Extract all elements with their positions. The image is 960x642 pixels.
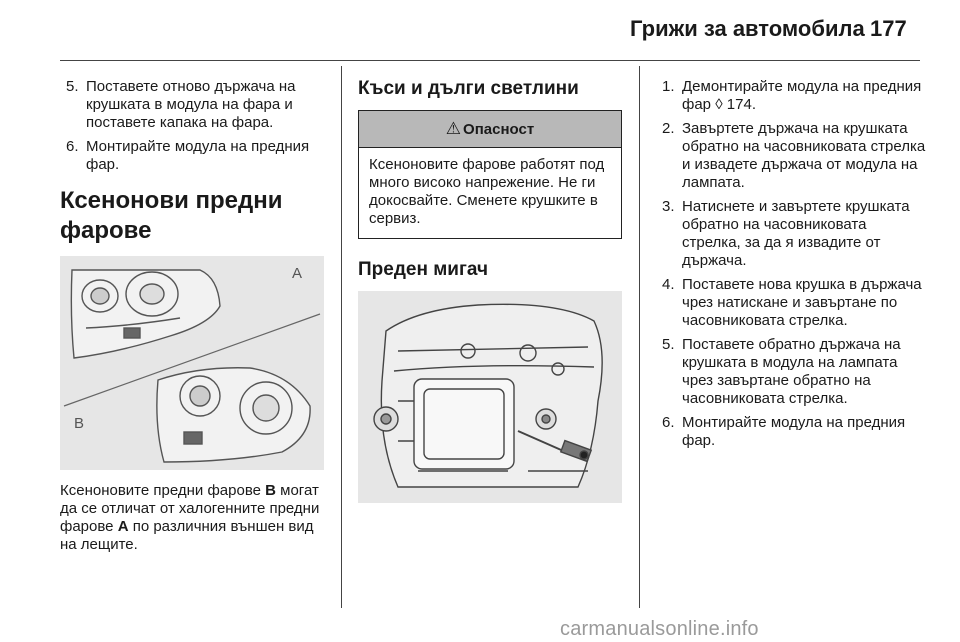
danger-title: Опасност — [463, 120, 535, 138]
caption-text: могат да се отличат от халогенните предни фарове — [60, 482, 320, 535]
headlight-illustration — [60, 256, 324, 470]
step-text: Натиснете и завъртете крушката обратно на часовниковата стрелка, за да я извадите от държача. — [682, 198, 910, 269]
step-item — [656, 198, 926, 270]
watermark: carmanualsonline.info — [560, 618, 759, 640]
step-item — [656, 336, 926, 408]
turn-signal-figure — [358, 291, 622, 503]
step-number: 1. — [662, 78, 675, 95]
step-text: Монтирайте модула на предния фар. — [86, 138, 310, 173]
danger-box — [358, 110, 622, 239]
caption-text: по различния външен вид на лещите. — [60, 518, 314, 553]
page-reference-icon: ◊ — [715, 96, 723, 113]
header-rule — [60, 60, 920, 61]
page-header — [0, 0, 960, 62]
figure-caption — [60, 482, 325, 554]
turn-signal-steps — [656, 78, 926, 450]
step-text: Поставете обратно държача на крушката в модула на лампата чрез завъртане обратно на часовниковата стрелка. — [682, 336, 901, 407]
label-a: A — [292, 265, 303, 282]
warning-triangle-icon: ⚠ — [445, 119, 462, 138]
step-item — [60, 138, 325, 174]
step-number: 6. — [66, 138, 79, 155]
step-text: Поставете отново държача на крушката в модула на фара и поставете капака на фара. — [86, 78, 296, 131]
caption-text: Ксеноновите предни фарове — [60, 482, 266, 499]
headlight-comparison-figure — [60, 256, 324, 470]
step-item — [60, 78, 325, 132]
label-b: B — [74, 415, 85, 432]
section-heading-low-high-beam: Къси и дълги светлини — [358, 78, 579, 99]
step-item — [656, 414, 926, 450]
step-text: Монтирайте модула на предния фар. — [682, 414, 906, 449]
step-number: 2. — [662, 120, 675, 137]
column-divider-2 — [639, 66, 640, 608]
step-number: 6. — [662, 414, 675, 431]
step-number: 5. — [66, 78, 79, 95]
danger-body: Ксеноновите фарове работят под много високо напрежение. Не ги докосвайте. Сменете крушките в сервиз. — [369, 156, 605, 227]
page-reference-link[interactable]: 174. — [726, 96, 756, 113]
section-heading-xenon: Ксенонови предни фарове — [60, 187, 283, 244]
danger-header — [359, 111, 621, 148]
step-item — [656, 78, 926, 114]
column-middle — [358, 78, 623, 503]
column-divider-1 — [341, 66, 342, 608]
caption-bold-b: B — [265, 482, 276, 499]
step-number: 5. — [662, 336, 675, 353]
step-text: Демонтирайте модула на предния фар — [682, 78, 922, 113]
steps-list-continued — [60, 78, 325, 174]
caption-bold-a: A — [117, 518, 129, 535]
turn-signal-illustration — [358, 291, 622, 503]
step-item — [656, 120, 926, 192]
step-number: 4. — [662, 276, 675, 293]
page-title: Грижи за автомобила — [630, 16, 865, 41]
column-left — [60, 78, 325, 554]
page-number: 177 — [870, 16, 907, 41]
step-text: Поставете нова крушка в държача чрез натискане и завъртане по часовниковата стрелка. — [682, 276, 922, 329]
step-number: 3. — [662, 198, 675, 215]
column-right — [656, 78, 926, 456]
section-heading-front-turn-signal: Преден мигач — [358, 259, 488, 280]
step-item — [656, 276, 926, 330]
step-text: Завъртете държача на крушката обратно на часовниковата стрелка и извадете държача от модула на лампата. — [682, 120, 926, 191]
